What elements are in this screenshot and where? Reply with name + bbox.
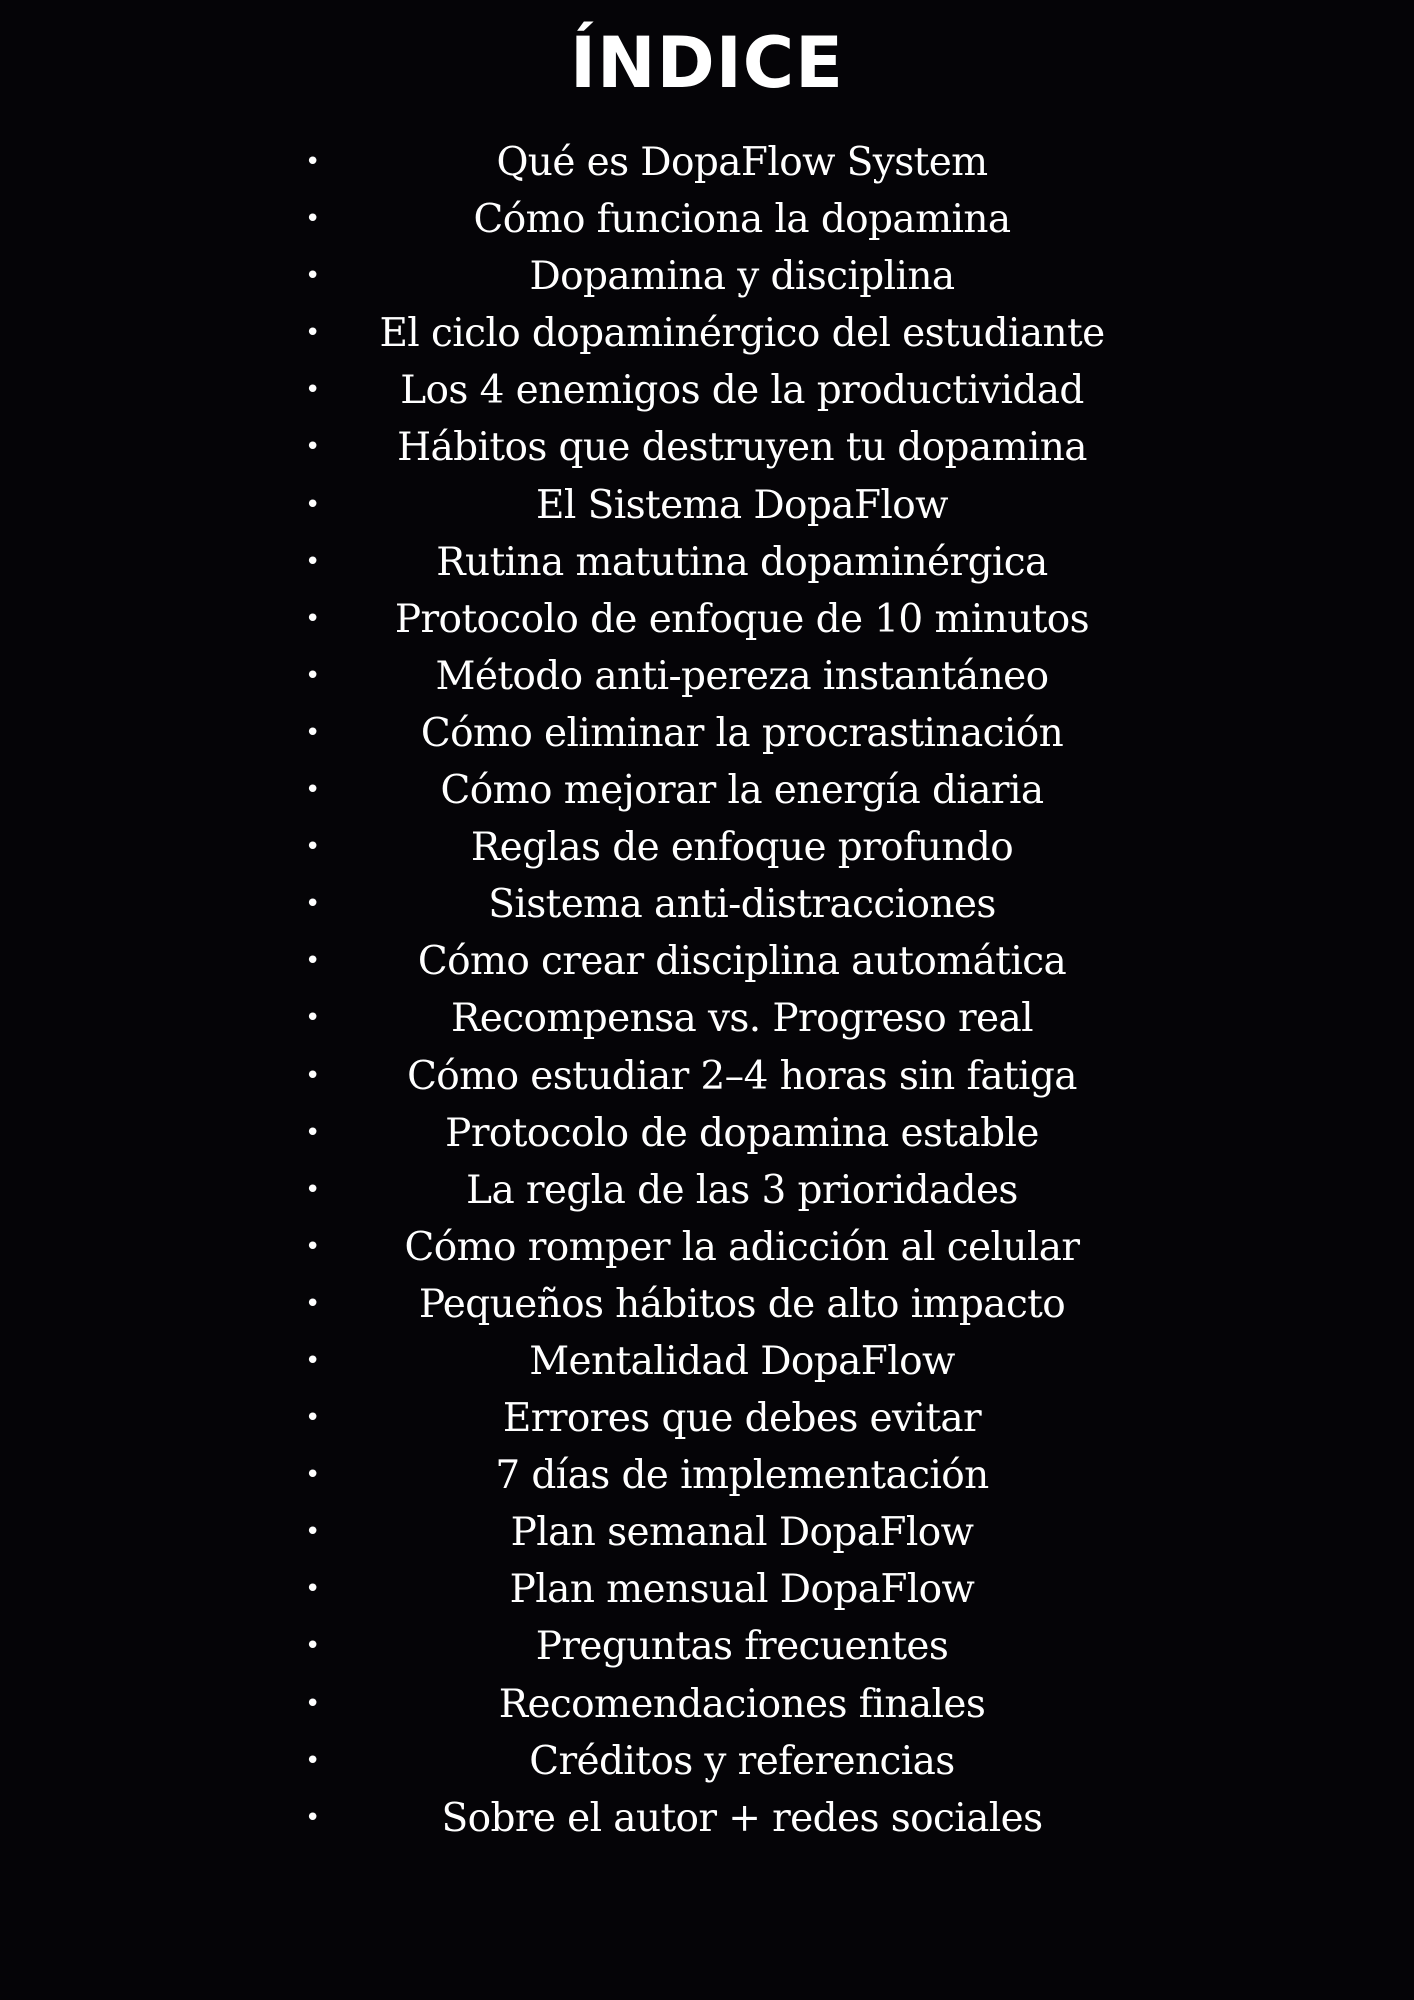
bullet-icon: • [305,1003,321,1034]
bullet-icon: • [305,1288,321,1319]
list-item-label: El ciclo dopaminérgico del estudiante [379,311,1105,357]
list-item [0,1618,1414,1675]
list-item-label: 7 días de implementación [495,1453,989,1499]
table-of-contents-list [0,134,1414,1847]
bullet-icon: • [305,717,321,748]
bullet-icon: • [305,375,321,406]
bullet-icon: • [305,603,321,634]
list-item [0,134,1414,191]
bullet-icon: • [305,832,321,863]
bullet-icon: • [305,318,321,349]
list-item [0,305,1414,362]
bullet-icon: • [305,889,321,920]
list-item [0,191,1414,248]
list-item [0,762,1414,819]
list-item-label: Protocolo de dopamina estable [445,1110,1039,1156]
list-item-label: El Sistema DopaFlow [536,482,948,528]
list-item [0,1333,1414,1390]
bullet-icon: • [305,1517,321,1548]
bullet-icon: • [305,1574,321,1605]
list-item [0,648,1414,705]
list-item [0,419,1414,476]
bullet-icon: • [305,946,321,977]
bullet-icon: • [305,1231,321,1262]
list-item [0,1276,1414,1333]
bullet-icon: • [305,1117,321,1148]
list-item [0,1219,1414,1276]
bullet-icon: • [305,432,321,463]
bullet-icon: • [305,1631,321,1662]
list-item-label: Plan mensual DopaFlow [509,1567,975,1613]
list-item-label: Recomendaciones finales [498,1681,986,1727]
bullet-icon: • [305,1745,321,1776]
list-item-label: Pequeños hábitos de alto impacto [418,1281,1066,1327]
list-item-label: Preguntas frecuentes [535,1624,949,1670]
list-item [0,1733,1414,1790]
list-item-label: Sobre el autor + redes sociales [441,1795,1043,1841]
list-item-label: Método anti-pereza instantáneo [435,653,1049,699]
list-item-label: Hábitos que destruyen tu dopamina [397,425,1087,471]
list-item-label: Recompensa vs. Progreso real [450,996,1033,1042]
list-item [0,1162,1414,1219]
list-item [0,1790,1414,1847]
list-item [0,705,1414,762]
bullet-icon: • [305,147,321,177]
list-item-label: Mentalidad DopaFlow [529,1338,955,1384]
list-item [0,1447,1414,1504]
bullet-icon: • [305,261,321,292]
list-item [0,477,1414,534]
list-item [0,990,1414,1047]
list-item-label: Qué es DopaFlow System [496,140,988,185]
bullet-icon: • [305,1802,321,1833]
list-item-label: Protocolo de enfoque de 10 minutos [394,596,1090,642]
list-item-label: Cómo estudiar 2–4 horas sin fatiga [407,1053,1077,1099]
bullet-icon: • [305,775,321,806]
bullet-icon: • [305,546,321,577]
list-item [0,248,1414,305]
bullet-icon: • [305,1403,321,1434]
list-item-label: Cómo mejorar la energía diaria [440,768,1044,814]
list-item [0,876,1414,933]
list-item [0,819,1414,876]
list-item-label: Sistema anti-distracciones [488,882,996,928]
list-item-label: Cómo eliminar la procrastinación [420,710,1064,756]
list-item [0,933,1414,990]
list-item-label: Créditos y referencias [529,1738,955,1784]
bullet-icon: • [305,1060,321,1091]
list-item [0,1048,1414,1105]
page-title: ÍNDICE [570,22,844,104]
list-item-label: Cómo funciona la dopamina [473,197,1011,243]
list-item [0,362,1414,419]
list-item-label: Dopamina y disciplina [529,254,955,300]
bullet-icon: • [305,1688,321,1719]
list-item-label: La regla de las 3 prioridades [466,1167,1018,1213]
list-item [0,591,1414,648]
bullet-icon: • [305,660,321,691]
list-item [0,534,1414,591]
list-item-label: Cómo crear disciplina automática [417,939,1067,985]
list-item [0,1504,1414,1561]
list-item-label: Rutina matutina dopaminérgica [436,539,1048,585]
list-item-label: Reglas de enfoque profundo [470,825,1014,871]
bullet-icon: • [305,1345,321,1376]
bullet-icon: • [305,1460,321,1491]
list-item [0,1561,1414,1618]
bullet-icon: • [305,204,321,235]
bullet-icon: • [305,1174,321,1205]
list-item-label: Los 4 enemigos de la productividad [400,368,1084,414]
list-item-label: Plan semanal DopaFlow [510,1510,974,1556]
list-item [0,1105,1414,1162]
list-item-label: Cómo romper la adicción al celular [404,1224,1080,1270]
bullet-icon: • [305,489,321,520]
list-item [0,1390,1414,1447]
list-item-label: Errores que debes evitar [502,1396,982,1442]
list-item [0,1676,1414,1733]
